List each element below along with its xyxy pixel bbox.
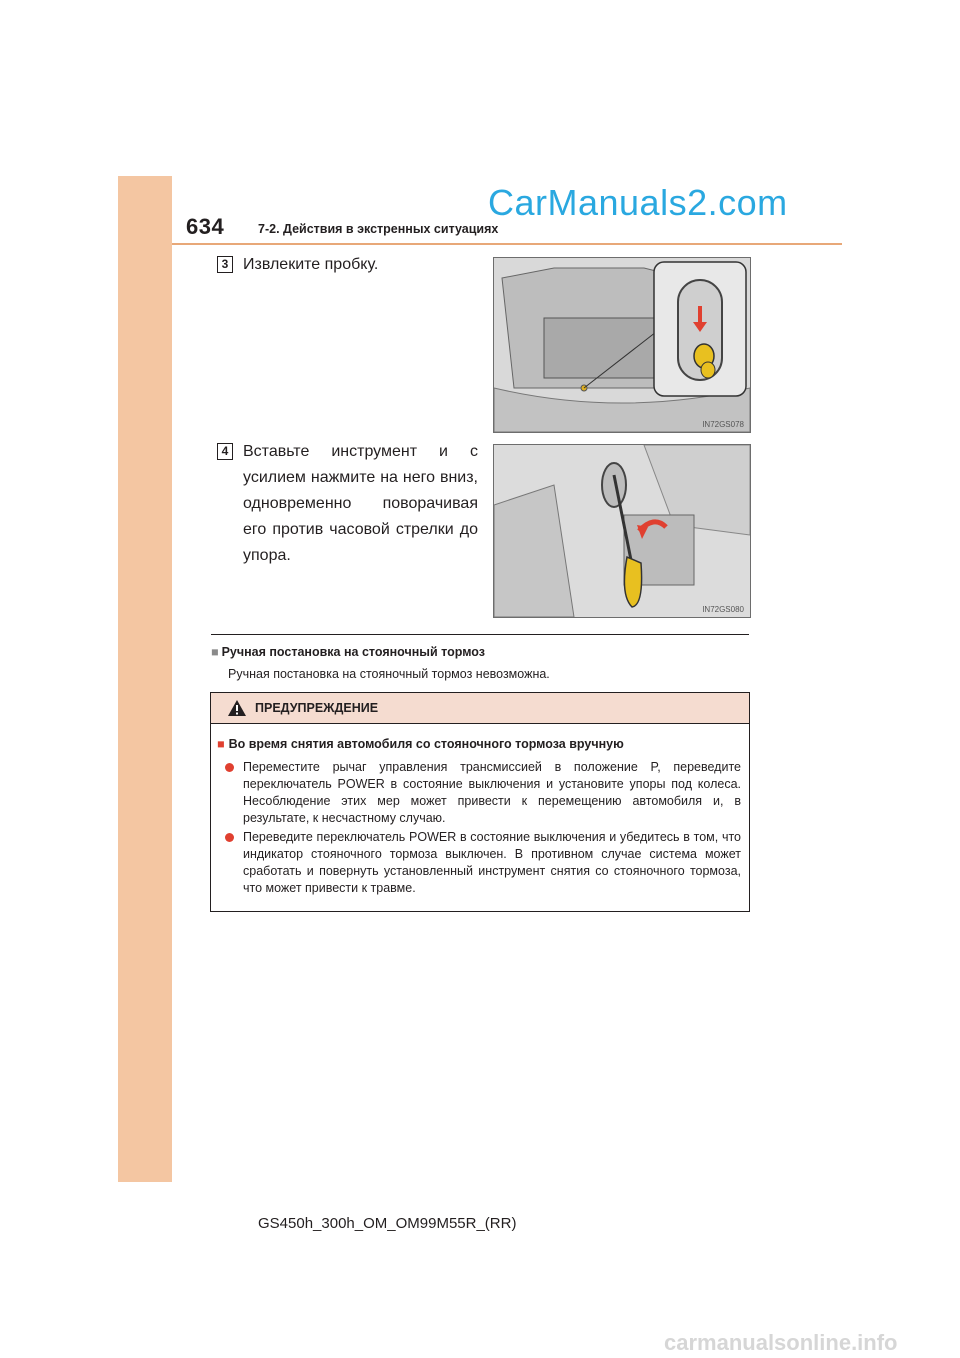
step-number-4: 4	[217, 443, 233, 460]
page-number: 634	[186, 214, 225, 239]
screwdriver-illustration	[494, 445, 750, 617]
note-heading: ■ Ручная постановка на стояночный тормоз	[211, 645, 485, 659]
trunk-illustration	[494, 258, 750, 432]
warning-subheading: ■ Во время снятия автомобиля со стояночного тормоза вручную	[217, 737, 624, 751]
step-3-text: Извлеките пробку.	[243, 256, 379, 273]
warning-triangle-icon	[227, 699, 247, 717]
warning-bullet: Переместите рычаг управления трансмиссией в положение P, переведите переключатель POWER в состояние выключения и установите упоры под колеса. Несоблюдение этих мер может привести к перемещению автомобиля и, в результате, к несчастному случаю.	[225, 759, 741, 827]
header-rule	[172, 243, 842, 245]
chapter-sidebar-tab	[118, 176, 172, 1182]
section-divider	[211, 634, 749, 635]
section-title: 7-2. Действия в экстренных ситуациях	[258, 222, 499, 236]
step-number-3: 3	[217, 256, 233, 273]
step-4-text: Вставьте инструмент и с усилием нажмите на него вниз, одновременно поворачивая его против часовой стрелки до упора.	[243, 443, 478, 564]
note-body: Ручная постановка на стояночный тормоз невозможна.	[228, 667, 550, 681]
square-bullet-icon: ■	[211, 645, 219, 659]
warning-header	[211, 693, 749, 724]
figure-remove-plug	[493, 257, 751, 433]
square-bullet-icon: ■	[217, 737, 225, 751]
warning-title: ПРЕДУПРЕЖДЕНИЕ	[255, 701, 379, 715]
warning-box	[210, 692, 750, 912]
warning-bullet: Переведите переключатель POWER в состояние выключения и убедитесь в том, что индикатор стояночного тормоза выключен. В противном случае система может сработать и повернуть установленный инструмент снятия со стояночного тормоза, что может привести к травме.	[225, 829, 741, 897]
bullet-dot-icon	[225, 763, 234, 772]
footer-manual-code: GS450h_300h_OM_OM99M55R_(RR)	[258, 1215, 517, 1232]
figure-insert-tool	[493, 444, 751, 618]
figure-code: IN72GS080	[702, 605, 744, 614]
watermark-top[interactable]: CarManuals2.com	[488, 182, 788, 223]
watermark-bottom[interactable]: carmanualsonline.info	[664, 1330, 898, 1355]
figure-code: IN72GS078	[702, 420, 744, 429]
bullet-dot-icon	[225, 833, 234, 842]
